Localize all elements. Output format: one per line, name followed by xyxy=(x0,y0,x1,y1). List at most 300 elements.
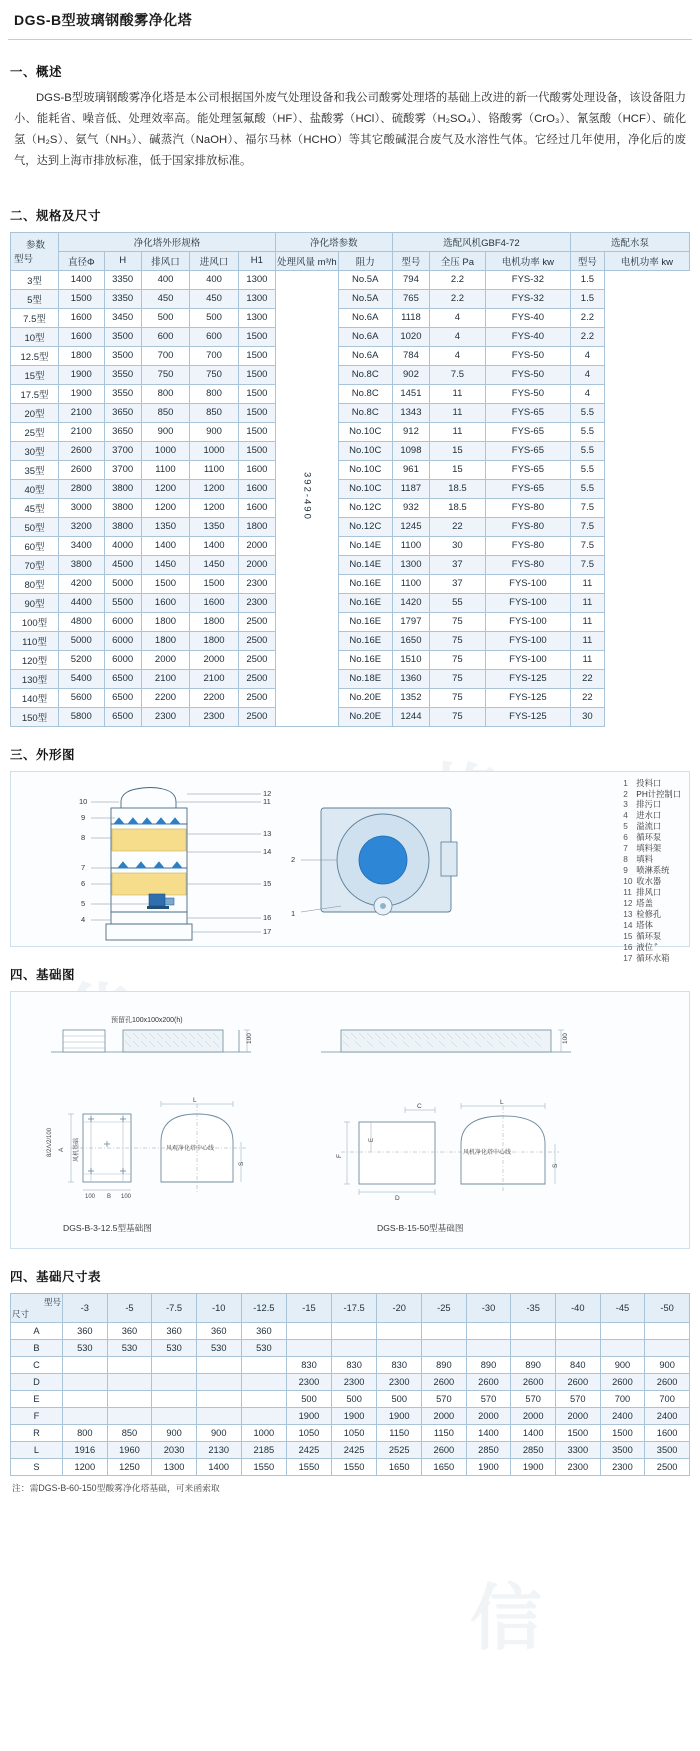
spec-cell: No.10C xyxy=(338,422,392,441)
legend-item-number: 17 xyxy=(623,952,633,963)
spec-cell: 1600 xyxy=(238,479,275,498)
dims-cell: 2300 xyxy=(287,1373,332,1390)
spec-cell-model: 30型 xyxy=(11,441,59,460)
dims-cell: 1400 xyxy=(196,1458,241,1475)
spec-cell: 800 xyxy=(141,384,190,403)
spec-cell: 11 xyxy=(430,403,486,422)
spec-cell: 1450 xyxy=(141,555,190,574)
spec-cell-model: 60型 xyxy=(11,536,59,555)
dims-cell: 830 xyxy=(331,1356,377,1373)
legend-item-label: 喷淋系统 xyxy=(636,865,670,876)
dims-cell: 2300 xyxy=(555,1458,600,1475)
spec-cell-model: 3型 xyxy=(11,270,59,289)
spec-cell: 2.2 xyxy=(570,308,604,327)
legend-item-number: 11 xyxy=(623,886,632,897)
spec-cell: 3800 xyxy=(104,479,141,498)
dims-column-header: -40 xyxy=(555,1293,600,1322)
svg-text:E: E xyxy=(369,1137,375,1142)
table-row xyxy=(11,650,690,669)
spec-sub-5: 处理风量 m³/h xyxy=(275,251,338,270)
spec-cell: 3500 xyxy=(104,327,141,346)
dims-cell xyxy=(377,1339,422,1356)
dims-cell: 1650 xyxy=(422,1458,467,1475)
spec-cell: FYS-65 xyxy=(485,422,570,441)
svg-text:C: C xyxy=(417,1102,422,1110)
dims-cell xyxy=(645,1322,690,1339)
spec-cell: 2000 xyxy=(141,650,190,669)
dims-cell xyxy=(63,1373,108,1390)
spec-cell: 1350 xyxy=(141,517,190,536)
spec-cell: 1300 xyxy=(238,270,275,289)
spec-cell: 75 xyxy=(430,688,486,707)
svg-text:F: F xyxy=(336,1153,343,1158)
dims-cell: 890 xyxy=(422,1356,467,1373)
spec-cell: 1.5 xyxy=(570,289,604,308)
spec-cell: 3400 xyxy=(59,536,105,555)
spec-cell: 1245 xyxy=(392,517,429,536)
legend-item-label: 塔盖 xyxy=(636,897,653,908)
spec-cell: 1900 xyxy=(59,365,105,384)
spec-cell: 2800 xyxy=(59,479,105,498)
legend-item-label: 循环泵 xyxy=(636,832,662,843)
spec-cell: 900 xyxy=(141,422,190,441)
spec-cell: 75 xyxy=(430,612,486,631)
dims-cell xyxy=(331,1322,377,1339)
legend-item-label: PH计控制口 xyxy=(636,788,681,799)
table-row xyxy=(11,593,690,612)
dims-cell: 2000 xyxy=(422,1407,467,1424)
dims-cell: 1200 xyxy=(63,1458,108,1475)
dims-cell: 2300 xyxy=(600,1458,645,1475)
spec-cell: 11 xyxy=(430,422,486,441)
spec-cell: 4 xyxy=(570,346,604,365)
table-row xyxy=(11,517,690,536)
legend-item-number: 13 xyxy=(623,908,633,919)
spec-cell: No.12C xyxy=(338,517,392,536)
legend-item xyxy=(623,810,681,821)
spec-cell: 2100 xyxy=(190,669,239,688)
spec-cell: 1500 xyxy=(141,574,190,593)
spec-cell: 1118 xyxy=(392,308,429,327)
dims-cell: 3500 xyxy=(600,1441,645,1458)
legend-item-number: 9 xyxy=(623,865,628,876)
spec-cell: 5.5 xyxy=(570,441,604,460)
legend-item-number: 3 xyxy=(623,799,628,810)
spec-cell-model: 90型 xyxy=(11,593,59,612)
dims-cell: 2600 xyxy=(600,1373,645,1390)
spec-cell-model: 80型 xyxy=(11,574,59,593)
legend-item-number: 16 xyxy=(623,941,633,952)
outline-svg xyxy=(11,772,481,948)
spec-cell: 1352 xyxy=(392,688,429,707)
spec-cell: 1510 xyxy=(392,650,429,669)
spec-header-row-1 xyxy=(11,232,690,251)
legend-item xyxy=(623,832,681,843)
spec-cell-model: 20型 xyxy=(11,403,59,422)
dims-cell xyxy=(196,1373,241,1390)
spec-cell-model: 5型 xyxy=(11,289,59,308)
spec-cell: 1350 xyxy=(190,517,239,536)
dims-cell: 1250 xyxy=(107,1458,152,1475)
dims-cell xyxy=(331,1339,377,1356)
outline-drawing xyxy=(10,771,690,963)
legend-item-number: 14 xyxy=(623,919,633,930)
spec-cell: No.20E xyxy=(338,688,392,707)
spec-cell-model: 12.5型 xyxy=(11,346,59,365)
dims-column-header: -25 xyxy=(422,1293,467,1322)
spec-cell: FYS-100 xyxy=(485,593,570,612)
dims-cell: 1650 xyxy=(377,1458,422,1475)
section-heading-outline: 三、外形图 xyxy=(10,747,76,762)
footnote: 注：需DGS-B-60-150型酸雾净化塔基础，可来函索取 xyxy=(12,1482,220,1493)
legend-item xyxy=(623,887,681,898)
spec-cell: 3650 xyxy=(104,403,141,422)
legend-item-label: 溢流口 xyxy=(636,821,662,832)
spec-cell: 7.5 xyxy=(570,517,604,536)
spec-sub-3: 进风口 xyxy=(190,251,239,270)
spec-sub-11: 电机功率 kw xyxy=(604,251,689,270)
dims-cell: 530 xyxy=(241,1339,287,1356)
spec-cell-model: 50型 xyxy=(11,517,59,536)
spec-cell: 3800 xyxy=(104,498,141,517)
dims-cell xyxy=(63,1356,108,1373)
dims-cell: 1050 xyxy=(331,1424,377,1441)
spec-cell: 2500 xyxy=(238,631,275,650)
spec-cell: 3500 xyxy=(104,346,141,365)
dims-cell: 1900 xyxy=(466,1458,511,1475)
spec-cell: 1500 xyxy=(59,289,105,308)
table-row xyxy=(11,1373,690,1390)
dims-cell xyxy=(600,1339,645,1356)
legend-item xyxy=(623,942,681,953)
spec-cell: 1100 xyxy=(392,536,429,555)
legend-item-label: 检修孔 xyxy=(636,908,662,919)
svg-text:7: 7 xyxy=(81,862,86,872)
spec-cell-model: 150型 xyxy=(11,707,59,726)
spec-cell: 2000 xyxy=(238,536,275,555)
spec-cell: 1098 xyxy=(392,441,429,460)
table-row xyxy=(11,1390,690,1407)
dims-cell: 360 xyxy=(107,1322,152,1339)
dims-column-header: -12.5 xyxy=(241,1293,287,1322)
spec-cell: 30 xyxy=(430,536,486,555)
spec-cell: 1000 xyxy=(190,441,239,460)
legend-item-label: 排污口 xyxy=(636,799,662,810)
dims-cell xyxy=(196,1390,241,1407)
spec-cell: 1600 xyxy=(59,308,105,327)
table-row xyxy=(11,270,690,289)
dims-cell xyxy=(466,1339,511,1356)
svg-text:14: 14 xyxy=(263,846,272,856)
dims-cell: 2600 xyxy=(555,1373,600,1390)
svg-text:16: 16 xyxy=(263,912,272,922)
spec-cell: 5.5 xyxy=(570,403,604,422)
dims-cell: 500 xyxy=(331,1390,377,1407)
spec-cell: 2600 xyxy=(59,441,105,460)
spec-cell-model: 70型 xyxy=(11,555,59,574)
table-row xyxy=(11,669,690,688)
spec-cell: 5000 xyxy=(59,631,105,650)
spec-cell: 1500 xyxy=(238,384,275,403)
spec-cell: FYS-40 xyxy=(485,327,570,346)
dims-cell: 1550 xyxy=(331,1458,377,1475)
table-row xyxy=(11,441,690,460)
spec-cell-model: 140型 xyxy=(11,688,59,707)
spec-cell: 1650 xyxy=(392,631,429,650)
table-row xyxy=(11,365,690,384)
dims-cell: 1150 xyxy=(422,1424,467,1441)
table-row xyxy=(11,346,690,365)
dims-cell: 570 xyxy=(422,1390,467,1407)
svg-text:8: 8 xyxy=(81,832,86,842)
dims-cell: 1150 xyxy=(377,1424,422,1441)
table-row xyxy=(11,403,690,422)
spec-cell: 3200 xyxy=(59,517,105,536)
spec-cell: 1100 xyxy=(141,460,190,479)
table-row xyxy=(11,555,690,574)
spec-table-body xyxy=(11,270,690,726)
dims-cell: 2300 xyxy=(331,1373,377,1390)
dims-cell xyxy=(287,1322,332,1339)
spec-cell: 1300 xyxy=(238,308,275,327)
spec-cell: 7.5 xyxy=(430,365,486,384)
spec-cell: 15 xyxy=(430,460,486,479)
spec-cell: No.8C xyxy=(338,403,392,422)
spec-cell: 2000 xyxy=(238,555,275,574)
spec-cell: FYS-100 xyxy=(485,631,570,650)
spec-cell: 3650 xyxy=(104,422,141,441)
spec-sub-6: 阻力 xyxy=(338,251,392,270)
spec-cell: 15 xyxy=(430,441,486,460)
spec-cell: 450 xyxy=(141,289,190,308)
dims-cell xyxy=(107,1356,152,1373)
spec-cell: 3700 xyxy=(104,441,141,460)
spec-cell: No.14E xyxy=(338,536,392,555)
dims-column-header: -50 xyxy=(645,1293,690,1322)
spec-cell: 4 xyxy=(430,308,486,327)
spec-cell: 2500 xyxy=(238,650,275,669)
foundation-right-caption: DGS-B-15-50型基础图 xyxy=(377,1222,464,1233)
spec-cell: No.8C xyxy=(338,365,392,384)
spec-cell: 11 xyxy=(570,650,604,669)
spec-cell: 5800 xyxy=(59,707,105,726)
spec-cell: 1400 xyxy=(59,270,105,289)
spec-cell: 1500 xyxy=(238,327,275,346)
dims-cell: 700 xyxy=(600,1390,645,1407)
legend-item-label: 循环水箱 xyxy=(636,952,670,963)
spec-cell-model: 7.5型 xyxy=(11,308,59,327)
dims-cell xyxy=(466,1322,511,1339)
dims-column-header: -3 xyxy=(63,1293,108,1322)
spec-cell: 7.5 xyxy=(570,498,604,517)
spec-cell: FYS-125 xyxy=(485,669,570,688)
spec-cell: 2200 xyxy=(141,688,190,707)
spec-cell: 600 xyxy=(141,327,190,346)
legend-item-label: 循环泵 xyxy=(636,930,662,941)
legend-item xyxy=(623,876,681,887)
legend-item xyxy=(623,920,681,931)
spec-cell: No.16E xyxy=(338,631,392,650)
spec-cell: 11 xyxy=(570,612,604,631)
dims-cell xyxy=(555,1322,600,1339)
spec-cell: 4 xyxy=(430,346,486,365)
spec-cell: FYS-32 xyxy=(485,289,570,308)
dims-cell xyxy=(600,1322,645,1339)
svg-text:12: 12 xyxy=(263,788,272,798)
svg-text:9: 9 xyxy=(81,812,86,822)
spec-cell: 1500 xyxy=(238,441,275,460)
spec-cell: 5000 xyxy=(104,574,141,593)
legend-item-label: 排风口 xyxy=(636,886,662,897)
spec-cell: 912 xyxy=(392,422,429,441)
svg-text:100: 100 xyxy=(246,1032,253,1044)
spec-cell: 5200 xyxy=(59,650,105,669)
legend-item-label: 液位ާ xyxy=(636,941,653,952)
svg-text:10: 10 xyxy=(79,796,88,806)
svg-text:A: A xyxy=(58,1147,65,1152)
spec-cell: 750 xyxy=(141,365,190,384)
spec-cell: 2200 xyxy=(190,688,239,707)
spec-cell: 75 xyxy=(430,631,486,650)
dims-cell: 530 xyxy=(63,1339,108,1356)
table-row xyxy=(11,1424,690,1441)
dims-row-label: R xyxy=(11,1424,63,1441)
spec-cell: No.18E xyxy=(338,669,392,688)
spec-cell: 1300 xyxy=(238,289,275,308)
table-row xyxy=(11,1322,690,1339)
svg-text:4: 4 xyxy=(81,914,86,924)
legend-item-number: 10 xyxy=(623,876,633,886)
dims-cell xyxy=(196,1407,241,1424)
spec-cell: 500 xyxy=(190,308,239,327)
svg-text:S: S xyxy=(238,1161,245,1166)
spec-cell: FYS-80 xyxy=(485,536,570,555)
table-row xyxy=(11,460,690,479)
spec-cell: 1500 xyxy=(238,422,275,441)
spec-cell: 37 xyxy=(430,574,486,593)
dims-cell: 1400 xyxy=(466,1424,511,1441)
svg-text:100: 100 xyxy=(562,1032,569,1044)
dims-cell xyxy=(107,1407,152,1424)
dims-cell xyxy=(107,1373,152,1390)
dims-cell xyxy=(511,1322,556,1339)
spec-cell: No.16E xyxy=(338,650,392,669)
spec-cell: 5.5 xyxy=(570,479,604,498)
dims-row-label: F xyxy=(11,1407,63,1424)
spec-cell: 3000 xyxy=(59,498,105,517)
spec-cell: 1360 xyxy=(392,669,429,688)
legend-item-number: 4 xyxy=(623,810,628,821)
dims-cell: 2500 xyxy=(645,1458,690,1475)
dims-cell: 1550 xyxy=(241,1458,287,1475)
dims-cell: 1916 xyxy=(63,1441,108,1458)
dims-cell: 530 xyxy=(107,1339,152,1356)
spec-group-fan: 选配风机GBF4-72 xyxy=(392,232,570,251)
svg-text:S: S xyxy=(552,1163,559,1168)
dims-column-header: -15 xyxy=(287,1293,332,1322)
table-row xyxy=(11,479,690,498)
spec-cell: FYS-50 xyxy=(485,384,570,403)
spec-cell: 22 xyxy=(570,669,604,688)
table-row xyxy=(11,1458,690,1475)
spec-cell: 2100 xyxy=(59,403,105,422)
spec-cell: 794 xyxy=(392,270,429,289)
spec-cell: 2.2 xyxy=(570,327,604,346)
spec-cell: 1600 xyxy=(238,498,275,517)
dims-cell xyxy=(196,1356,241,1373)
spec-cell: 1187 xyxy=(392,479,429,498)
spec-cell: 961 xyxy=(392,460,429,479)
spec-cell: No.10C xyxy=(338,479,392,498)
spec-cell: 6000 xyxy=(104,650,141,669)
legend-item-label: 进水口 xyxy=(636,810,662,821)
spec-cell: 1800 xyxy=(190,631,239,650)
dims-cell: 3300 xyxy=(555,1441,600,1458)
spec-cell: No.20E xyxy=(338,707,392,726)
dims-cell: 2000 xyxy=(555,1407,600,1424)
dims-cell: 2600 xyxy=(511,1373,556,1390)
dims-cell: 570 xyxy=(466,1390,511,1407)
spec-cell: 4500 xyxy=(104,555,141,574)
spec-cell: 2300 xyxy=(141,707,190,726)
spec-cell: 700 xyxy=(190,346,239,365)
dims-header-row xyxy=(11,1293,690,1322)
dims-cell: 1900 xyxy=(511,1458,556,1475)
spec-group-shape: 净化塔外形规格 xyxy=(59,232,276,251)
dims-cell: 570 xyxy=(555,1390,600,1407)
spec-cell: 2300 xyxy=(238,574,275,593)
legend-item xyxy=(623,898,681,909)
spec-cell: FYS-80 xyxy=(485,498,570,517)
spec-cell: 1200 xyxy=(141,479,190,498)
dims-cell xyxy=(241,1407,287,1424)
dims-cell xyxy=(645,1339,690,1356)
dims-table-head xyxy=(11,1293,690,1322)
svg-text:L: L xyxy=(500,1098,504,1106)
spec-cell: 6500 xyxy=(104,707,141,726)
spec-table-head xyxy=(11,232,690,270)
spec-table-wrap xyxy=(10,232,690,727)
spec-cell: 900 xyxy=(190,422,239,441)
dims-cell: 2525 xyxy=(377,1441,422,1458)
spec-sub-9: 电机功率 kw xyxy=(485,251,570,270)
spec-cell: 2.2 xyxy=(430,270,486,289)
dims-row-label: L xyxy=(11,1441,63,1458)
legend-item-label: 填料架 xyxy=(636,843,662,854)
legend-item-number: 1 xyxy=(623,777,628,788)
dims-cell xyxy=(422,1339,467,1356)
spec-sub-1: H xyxy=(104,251,141,270)
svg-text:100: 100 xyxy=(121,1193,132,1200)
spec-cell: 1900 xyxy=(59,384,105,403)
spec-cell: 500 xyxy=(141,308,190,327)
svg-text:100: 100 xyxy=(85,1193,96,1200)
spec-cell: 7.5 xyxy=(570,536,604,555)
legend-item-label: 填料 xyxy=(636,854,653,865)
spec-cell: No.5A xyxy=(338,270,392,289)
dims-row-label: S xyxy=(11,1458,63,1475)
svg-text:D: D xyxy=(395,1194,400,1202)
dims-cell xyxy=(241,1373,287,1390)
spec-cell: 1451 xyxy=(392,384,429,403)
table-row xyxy=(11,384,690,403)
spec-cell: 700 xyxy=(141,346,190,365)
spec-cell: 1450 xyxy=(190,555,239,574)
table-row xyxy=(11,574,690,593)
spec-cell: 1600 xyxy=(59,327,105,346)
dims-cell: 840 xyxy=(555,1356,600,1373)
spec-cell: 3800 xyxy=(59,555,105,574)
